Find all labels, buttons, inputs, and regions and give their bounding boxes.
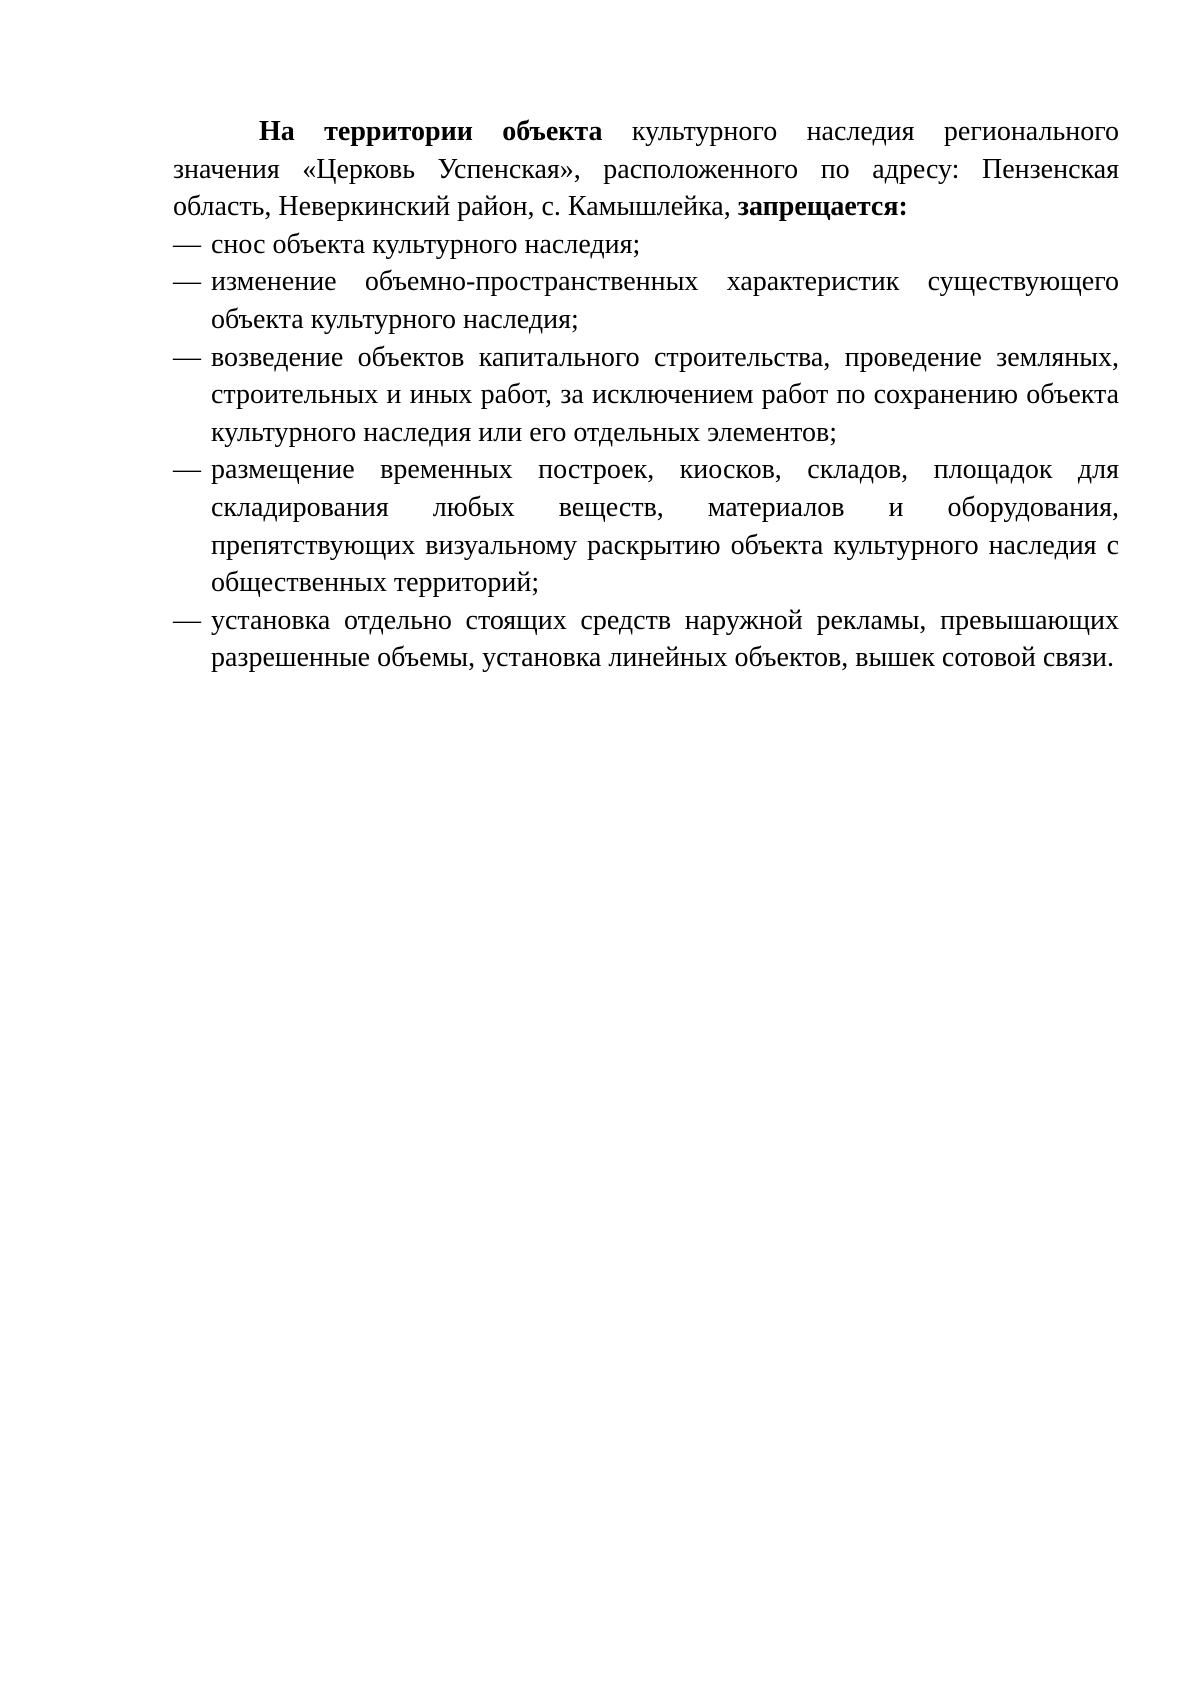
list-item [173,451,1119,601]
list-item [173,339,1119,452]
list-item [173,226,1119,264]
document-body [173,113,1119,677]
list-item-text: возведение объектов капитального строительства, проведение земляных, строительных и иных работ, за исключением работ по сохранению объекта культурного наследия или его отдельных элементов; [211,341,1119,448]
dash-bullet: — [173,454,201,486]
list-item-text: установка отдельно стоящих средств наружной рекламы, превышающих разрешенные объемы, установка линейных объектов, вышек сотовой связи. [211,604,1119,674]
intro-bold-lead: На территории объекта [259,116,603,147]
prohibitions-list [173,226,1119,677]
list-item-text: снос объекта культурного наследия; [211,228,641,260]
intro-paragraph [173,113,1119,226]
intro-bold-tail: запрещается: [737,191,908,223]
dash-bullet: — [173,266,201,298]
list-item-text: размещение временных построек, киосков, складов, площадок для складирования любых веществ, материалов и оборудования, препятствующих визуальному раскрытию объекта культурного наследия с общественных территорий; [211,454,1119,599]
dash-bullet: — [173,341,201,373]
list-item [173,263,1119,338]
list-item [173,602,1119,677]
list-item-text: изменение объемно-пространственных характеристик существующего объекта культурного наследия; [211,266,1119,335]
dash-bullet: — [173,604,201,636]
intro-text: культурного наследия регионального значения «Церковь Успенская», расположенного по адресу: Пензенская область, Неверкинский район, с. Камышлейка, [173,116,1119,223]
dash-bullet: — [173,228,201,260]
